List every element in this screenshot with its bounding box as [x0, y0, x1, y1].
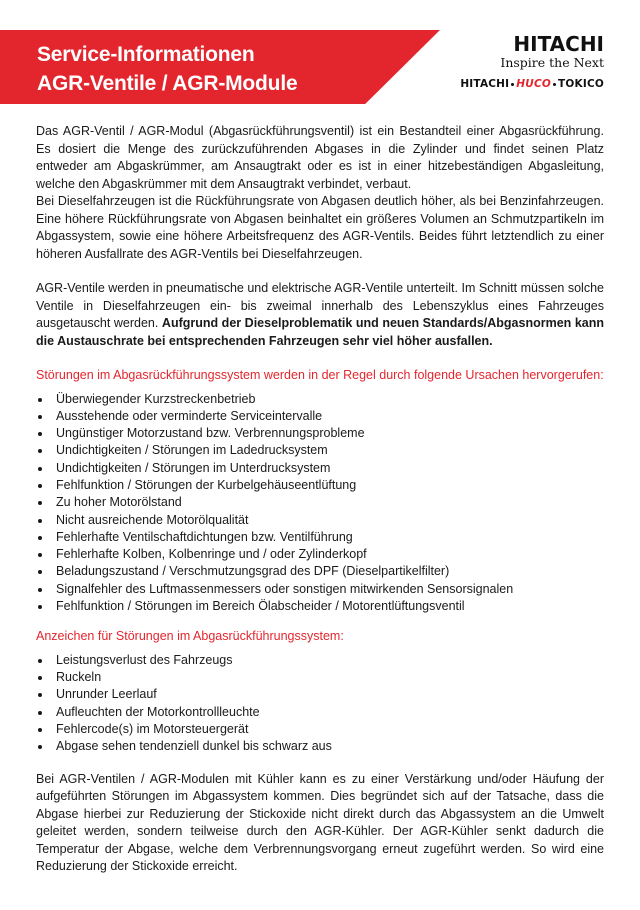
group-logo-right: TOKICO	[558, 78, 604, 90]
list-item: Signalfehler des Luftmassenmessers oder sonstigen mitwirkenden Sensorsignalen	[36, 581, 604, 598]
types-paragraph-text: AGR-Ventile werden in pneumatische und elektrische AGR-Ventile unterteilt. Im Schnitt müssen solche Ventile in Dieselfahrzeugen ein- bis zweimal innerhalb des Lebenszyklus eines Fahrzeuges ausgetauscht werden.	[36, 281, 604, 330]
list-item: Beladungszustand / Verschmutzungsgrad des DPF (Dieselpartikelfilter)	[36, 563, 604, 580]
list-item: Zu hoher Motorölstand	[36, 494, 604, 511]
causes-list	[36, 391, 604, 616]
list-item: Nicht ausreichende Motorölqualität	[36, 512, 604, 529]
title-line-1: Service-Informationen	[37, 43, 255, 66]
group-logo	[460, 78, 604, 90]
list-item: Ungünstiger Motorzustand bzw. Verbrennungsprobleme	[36, 425, 604, 442]
brand-slogan: Inspire the Next	[500, 55, 604, 70]
list-item: Fehlerhafte Kolben, Kolbenringe und / oder Zylinderkopf	[36, 546, 604, 563]
intro-paragraph: Das AGR-Ventil / AGR-Modul (Abgasrückführungsventil) ist ein Bestandteil einer Abgasrückführung. Es dosiert die Menge des zurückzuführenden Abgases in die Zylinder und findet seinen Platz entweder am Abgaskrümmer, am Ansaugtrakt oder es ist in einer hitzebeständigen Abgasleitung, welche den Abgaskrümmer mit dem Ansaugtrakt verbindet, verbaut.	[36, 124, 604, 191]
hitachi-logo	[500, 33, 604, 71]
page-title	[37, 40, 297, 98]
symptoms-list	[36, 652, 604, 756]
symptoms-heading: Anzeichen für Störungen im Abgasrückführungssystem:	[36, 629, 344, 644]
separator-dot-icon	[553, 83, 556, 86]
diesel-paragraph: Bei Dieselfahrzeugen ist die Rückführungsrate von Abgasen deutlich höher, als bei Benzinfahrzeugen. Eine höhere Rückführungsrate von Abgasen beinhaltet ein größeres Volumen an Schmutzpartikeln im Abgassystem, sowie eine höhere Arbeitsfrequenz des AGR-Ventils. Beides führt letztendlich zu einer höheren Ausfallrate des AGR-Ventils bei Dieselfahrzeugen.	[36, 194, 604, 261]
list-item: Unrunder Leerlauf	[36, 686, 604, 703]
list-item: Undichtigkeiten / Störungen im Ladedrucksystem	[36, 442, 604, 459]
types-paragraph	[36, 280, 604, 350]
list-item: Ausstehende oder verminderte Serviceintervalle	[36, 408, 604, 425]
group-logo-middle: HUCO	[516, 78, 552, 90]
types-paragraph-emphasis: Aufgrund der Dieselproblematik und neuen Standards/Abgasnormen kann die Austauschrate bei entsprechenden Fahrzeugen sehr viel höher ausfallen.	[36, 316, 605, 348]
list-item: Fehlerhafte Ventilschaftdichtungen bzw. Ventilführung	[36, 529, 604, 546]
list-item: Undichtigkeiten / Störungen im Unterdrucksystem	[36, 460, 604, 477]
list-item: Aufleuchten der Motorkontrollleuchte	[36, 704, 604, 721]
causes-heading: Störungen im Abgasrückführungssystem werden in der Regel durch folgende Ursachen hervorgerufen:	[36, 368, 604, 382]
document-body	[36, 123, 604, 876]
list-item: Überwiegender Kurzstreckenbetrieb	[36, 391, 604, 408]
separator-dot-icon	[511, 83, 514, 86]
list-item: Fehlfunktion / Störungen der Kurbelgehäuseentlüftung	[36, 477, 604, 494]
list-item: Fehlercode(s) im Motorsteuergerät	[36, 721, 604, 738]
title-line-2: AGR-Ventile / AGR-Module	[37, 72, 298, 95]
list-item: Fehlfunktion / Störungen im Bereich Ölabscheider / Motorentlüftungsventil	[36, 598, 604, 615]
group-logo-left: HITACHI	[460, 78, 510, 90]
list-item: Abgase sehen tendenziell dunkel bis schwarz aus	[36, 738, 604, 755]
cooler-paragraph: Bei AGR-Ventilen / AGR-Modulen mit Kühler kann es zu einer Verstärkung und/oder Häufung der aufgeführten Störungen im Abgassystem kommen. Dies begründet sich auf der Tatsache, dass die Abgase hierbei zur Reduzierung der Stickoxide nicht direkt durch das Abgassystem an die Umwelt geleitet werden, sondern teilweise durch den AGR-Kühler. Der AGR-Kühler senkt dadurch die Temperatur der Abgase, welche dem Verbrennungsvorgang erneut zugeführt werden. So wird eine Reduzierung der Stickoxide erreicht.	[36, 771, 604, 874]
brand-name: HITACHI	[513, 32, 604, 56]
list-item: Ruckeln	[36, 669, 604, 686]
list-item: Leistungsverlust des Fahrzeugs	[36, 652, 604, 669]
